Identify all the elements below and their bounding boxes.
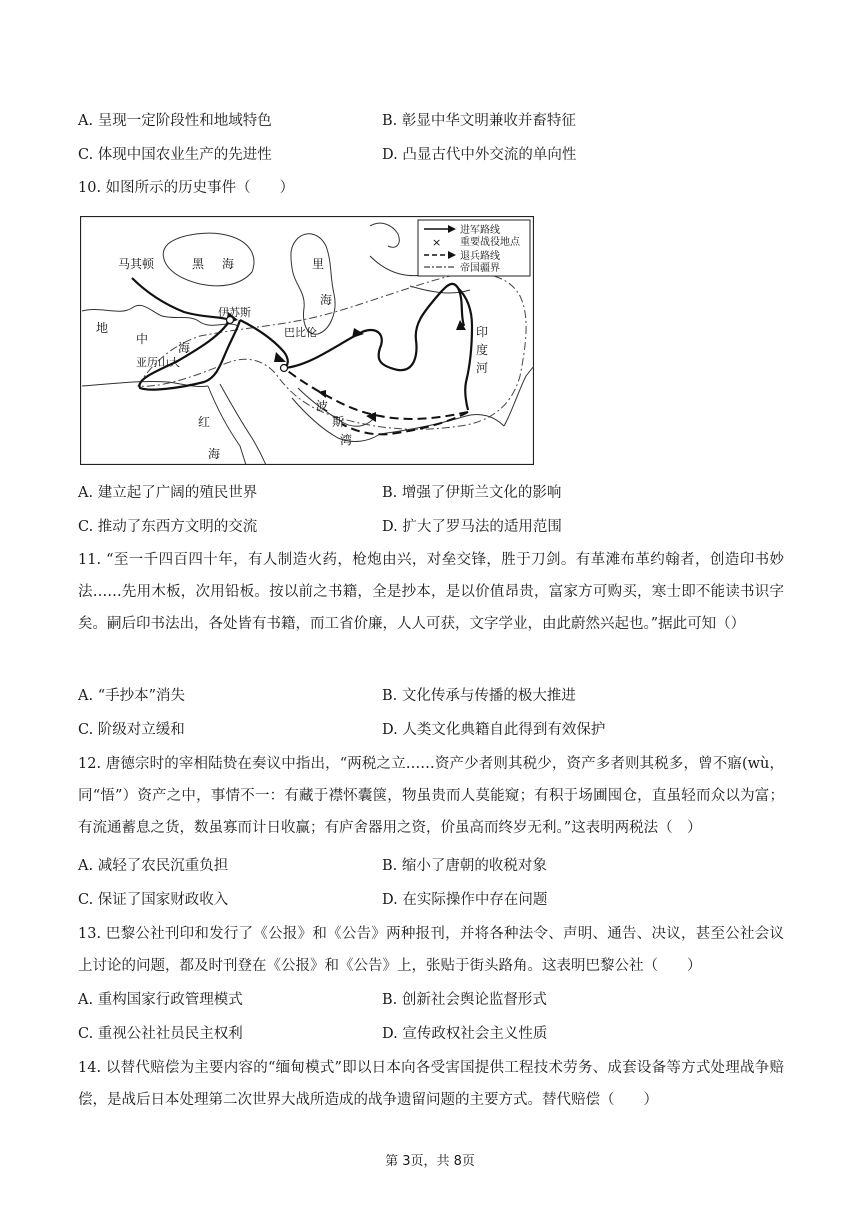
legend-battle: 重要战役地点 (460, 237, 520, 248)
label-black-sea: 海 (222, 257, 235, 271)
q9-option-a: A. 呈现一定阶段性和地域特色 (78, 113, 272, 129)
label-bo: 波 (316, 399, 329, 413)
label-zhong: 中 (136, 332, 149, 346)
legend-boundary: 帝国疆界 (460, 263, 500, 274)
q12-option-c: C. 保证了国家财政收入 (78, 892, 229, 908)
q9-option-b: B. 彰显中华文明兼收并畜特征 (382, 113, 576, 129)
q11-option-c: C. 阶级对立缓和 (78, 722, 185, 738)
q9-option-d: D. 凸显古代中外交流的单向性 (382, 147, 577, 163)
q12-option-b: B. 缩小了唐朝的收税对象 (382, 858, 547, 874)
page-footer: 第 3页，共 8页 (385, 1154, 475, 1169)
label-alexandria: 亚历山大 (136, 356, 180, 369)
label-issus: 伊苏斯 (218, 306, 251, 319)
label-black: 黑 (192, 257, 205, 271)
q12-option-d: D. 在实际操作中存在问题 (382, 892, 548, 908)
q12-option-a: A. 减轻了农民沉重负担 (78, 858, 229, 874)
label-li: 里 (312, 257, 325, 271)
label-med-sea: 海 (178, 341, 191, 355)
q12-stem: 12. 唐德宗时的宰相陆贽在奏议中指出，“两税之立……资产少者则其税少，资产多者则其税多，曾不寤(wù，同“悟”）资产之中，事情不一：有藏于襟怀囊箧，物虽贵而人莫能窥；有积于场圃囤仓，直虽轻而众以为富；有流通蓄息之货，数虽寡而计日收赢；有庐舍器用之资，价虽高而终岁无利。”这表明两税法（ ） (78, 756, 784, 836)
q10-option-a: A. 建立起了广阔的殖民世界 (78, 485, 258, 501)
legend-battle-icon: × (432, 236, 442, 249)
label-yin: 印 (476, 325, 489, 339)
q13-option-a: A. 重构国家行政管理模式 (78, 992, 243, 1008)
label-du: 度 (476, 343, 489, 357)
q9-option-c: C. 体现中国农业生产的先进性 (78, 147, 272, 163)
q13-option-d: D. 宣传政权社会主义性质 (382, 1026, 548, 1042)
q11-option-b: B. 文化传承与传播的极大推进 (382, 688, 576, 704)
q10-stem: 10. 如图所示的历史事件（ ） (78, 180, 295, 196)
map-legend (418, 220, 530, 276)
q13-option-c: C. 重视公社社员民主权利 (78, 1026, 243, 1042)
q13-stem: 13. 巴黎公社刊印和发行了《公报》和《公告》两种报刊，并将各种法令、声明、通告、决议，甚至公社会议上讨论的问题，都及时刊登在《公报》和《公告》上，张贴于街头路角。这表明巴黎公社（ ） (78, 926, 784, 974)
label-caspian-sea: 海 (320, 293, 333, 307)
q10-option-d: D. 扩大了罗马法的适用范围 (382, 519, 562, 535)
q14-stem: 14. 以替代赔偿为主要内容的“缅甸模式”即以日本向各受害国提供工程技术劳务、成套设备等方式处理战争赔偿，是战后日本处理第二次世界大战所造成的战争遗留问题的主要方式。替代赔偿（ ） (78, 1060, 784, 1108)
label-si: 斯 (332, 415, 345, 429)
q13-option-b: B. 创新社会舆论监督形式 (382, 992, 547, 1008)
label-macedon: 马其顿 (118, 257, 155, 271)
legend-retreat: 退兵路线 (460, 251, 500, 262)
legend-advance: 进军路线 (460, 225, 500, 236)
label-hong: 红 (198, 415, 211, 429)
alexander-campaign-map (80, 216, 534, 465)
q11-stem: 11. “至一千四百四十年，有人制造火药，枪炮由兴，对垒交锋，胜于刀剑。有革滩布革约翰者，创造印书妙法……先用木板，次用铅板。按以前之书籍，全是抄本，是以价值昂贵，富家方可购买，寒士即不能读书识字矣。嗣后印书法出，各处皆有书籍，而工省价廉，人人可获，文字学业，由此蔚然兴起也。”据此可知（） (78, 552, 784, 632)
q10-option-c: C. 推动了东西方文明的交流 (78, 519, 258, 535)
q10-option-b: B. 增强了伊斯兰文化的影响 (382, 485, 562, 501)
label-babylon: 巴比伦 (284, 326, 317, 339)
q11-option-d: D. 人类文化典籍自此得到有效保护 (382, 722, 606, 738)
label-di: 地 (96, 321, 109, 335)
label-he: 河 (476, 361, 489, 375)
q11-option-a: A. “手抄本”消失 (78, 688, 186, 704)
label-red-sea: 海 (208, 447, 221, 461)
label-wan: 湾 (340, 433, 353, 447)
